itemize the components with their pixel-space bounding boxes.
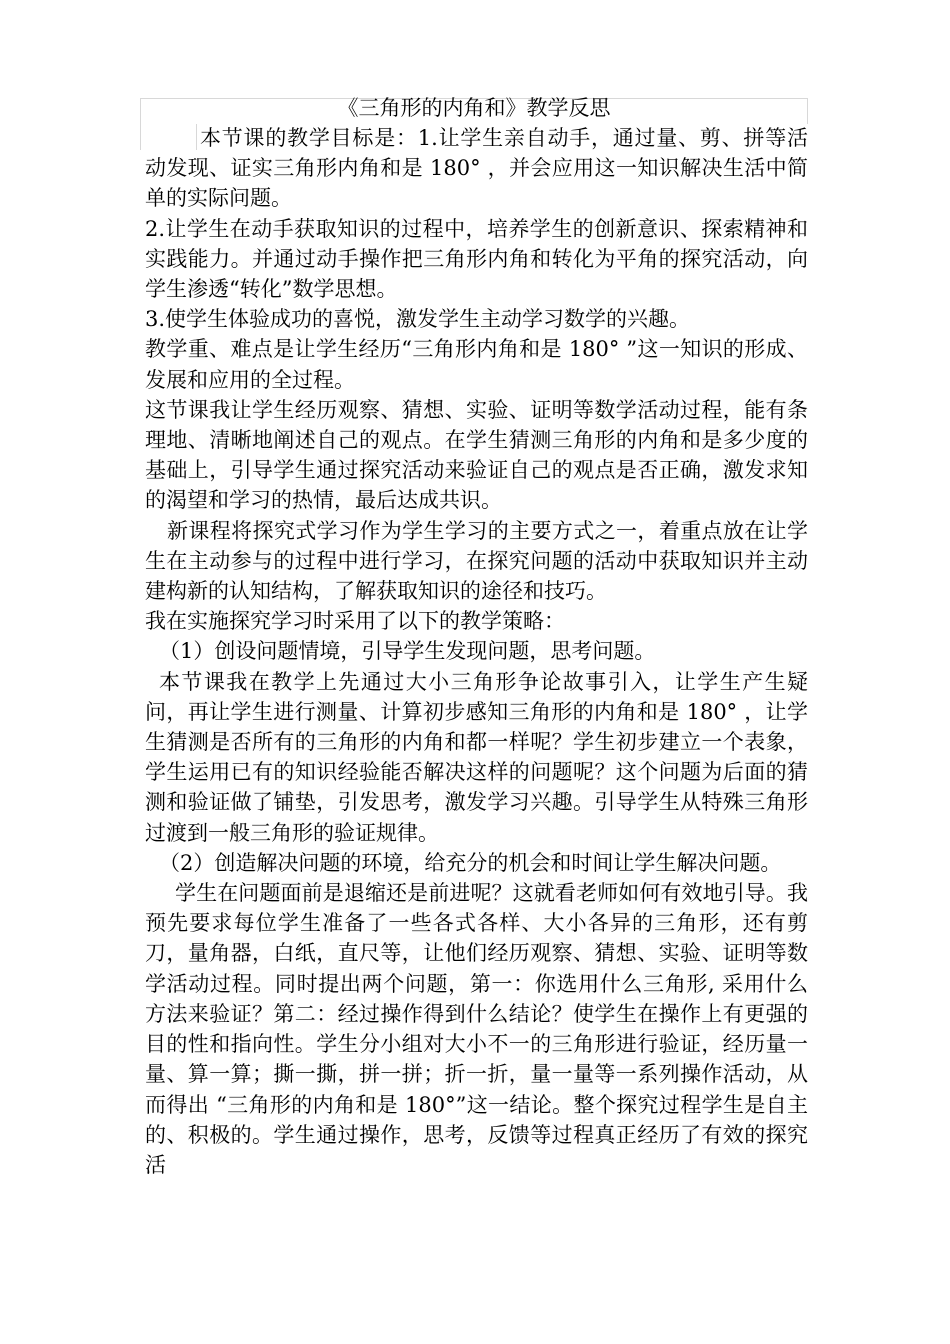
paragraph-strategies-intro: 我在实施探究学习时采用了以下的教学策略： <box>145 609 565 634</box>
paragraph-strategy-1-heading: （1）创设问题情境，引导学生发现问题，思考问题。 <box>159 639 656 664</box>
paragraph-key-points: 教学重、难点是让学生经历“三角形内角和是 180° ”这一知识的形成、发展和应用的全过程。 <box>145 337 808 392</box>
paragraph-inquiry-learning: 新课程将探究式学习作为学生学习的主要方式之一，着重点放在让学生在主动参与的过程中进行学习，在探究问题的活动中获取知识并主动建构新的认知结构，了解获取知识的途径和技巧。 <box>145 518 808 604</box>
paragraph-strategy-2-heading: （2）创造解决问题的环境，给充分的机会和时间让学生解决问题。 <box>159 850 782 875</box>
paragraph-strategy-2-body: 学生在问题面前是退缩还是前进呢？这就看老师如何有效地引导。我预先要求每位学生准备了一些各式各样、大小各异的三角形，还有剪刀，量角器，白纸，直尺等，让他们经历观察、猜想、实验、证明等数学活动过程。同时提出两个问题，第一：你选用什么三角形, 采用什么方法来验证？第二：经过操作得到什么结论？使学生在操作上有更强的目的性和指向性。学生分小组对大小不一的三角形进行验证，经历量一量、算一算；撕一撕，拼一拼；折一折，量一量等一系列操作活动，从而得出 “三角形的内角和是 180°”这一结论。整个探究过程学生是自主的、积极的。学生通过操作，思考，反馈等过程真正经历了有效的探究活 <box>145 881 808 1177</box>
document-body <box>145 123 808 1180</box>
document-title: 《三角形的内角和》教学反思 <box>337 96 611 120</box>
paragraph-teaching-goal-1: 本节课的教学目标是：1.让学生亲自动手，通过量、剪、拼等活动发现、证实三角形内角和是 180° ，并会应用这一知识解决生活中简单的实际问题。 <box>145 126 808 211</box>
paragraph-teaching-goal-2: 2.让学生在动手获取知识的过程中，培养学生的创新意识、探索精神和实践能力。并通过动手操作把三角形内角和转化为平角的探究活动，向学生渗透“转化”数学思想。 <box>145 216 808 302</box>
paragraph-strategy-1-body: 本节课我在教学上先通过大小三角形争论故事引入，让学生产生疑问，再让学生进行测量、计算初步感知三角形的内角和是 180° ，让学生猜测是否所有的三角形的内角和都一样呢？学生初步建立一个表象，学生运用已有的知识经验能否解决这样的问题呢？这个问题为后面的猜测和验证做了铺垫，引发思考，激发学习兴趣。引导学生从特殊三角形过渡到一般三角形的验证规律。 <box>145 669 808 845</box>
paragraph-teaching-goal-3: 3.使学生体验成功的喜悦，激发学生主动学习数学的兴趣。 <box>145 307 691 332</box>
paragraph-process: 这节课我让学生经历观察、猜想、实验、证明等数学活动过程，能有条理地、清晰地阐述自己的观点。在学生猜测三角形的内角和是多少度的基础上，引导学生通过探究活动来验证自己的观点是否正确，激发求知的渴望和学习的热情，最后达成共识。 <box>145 397 808 513</box>
